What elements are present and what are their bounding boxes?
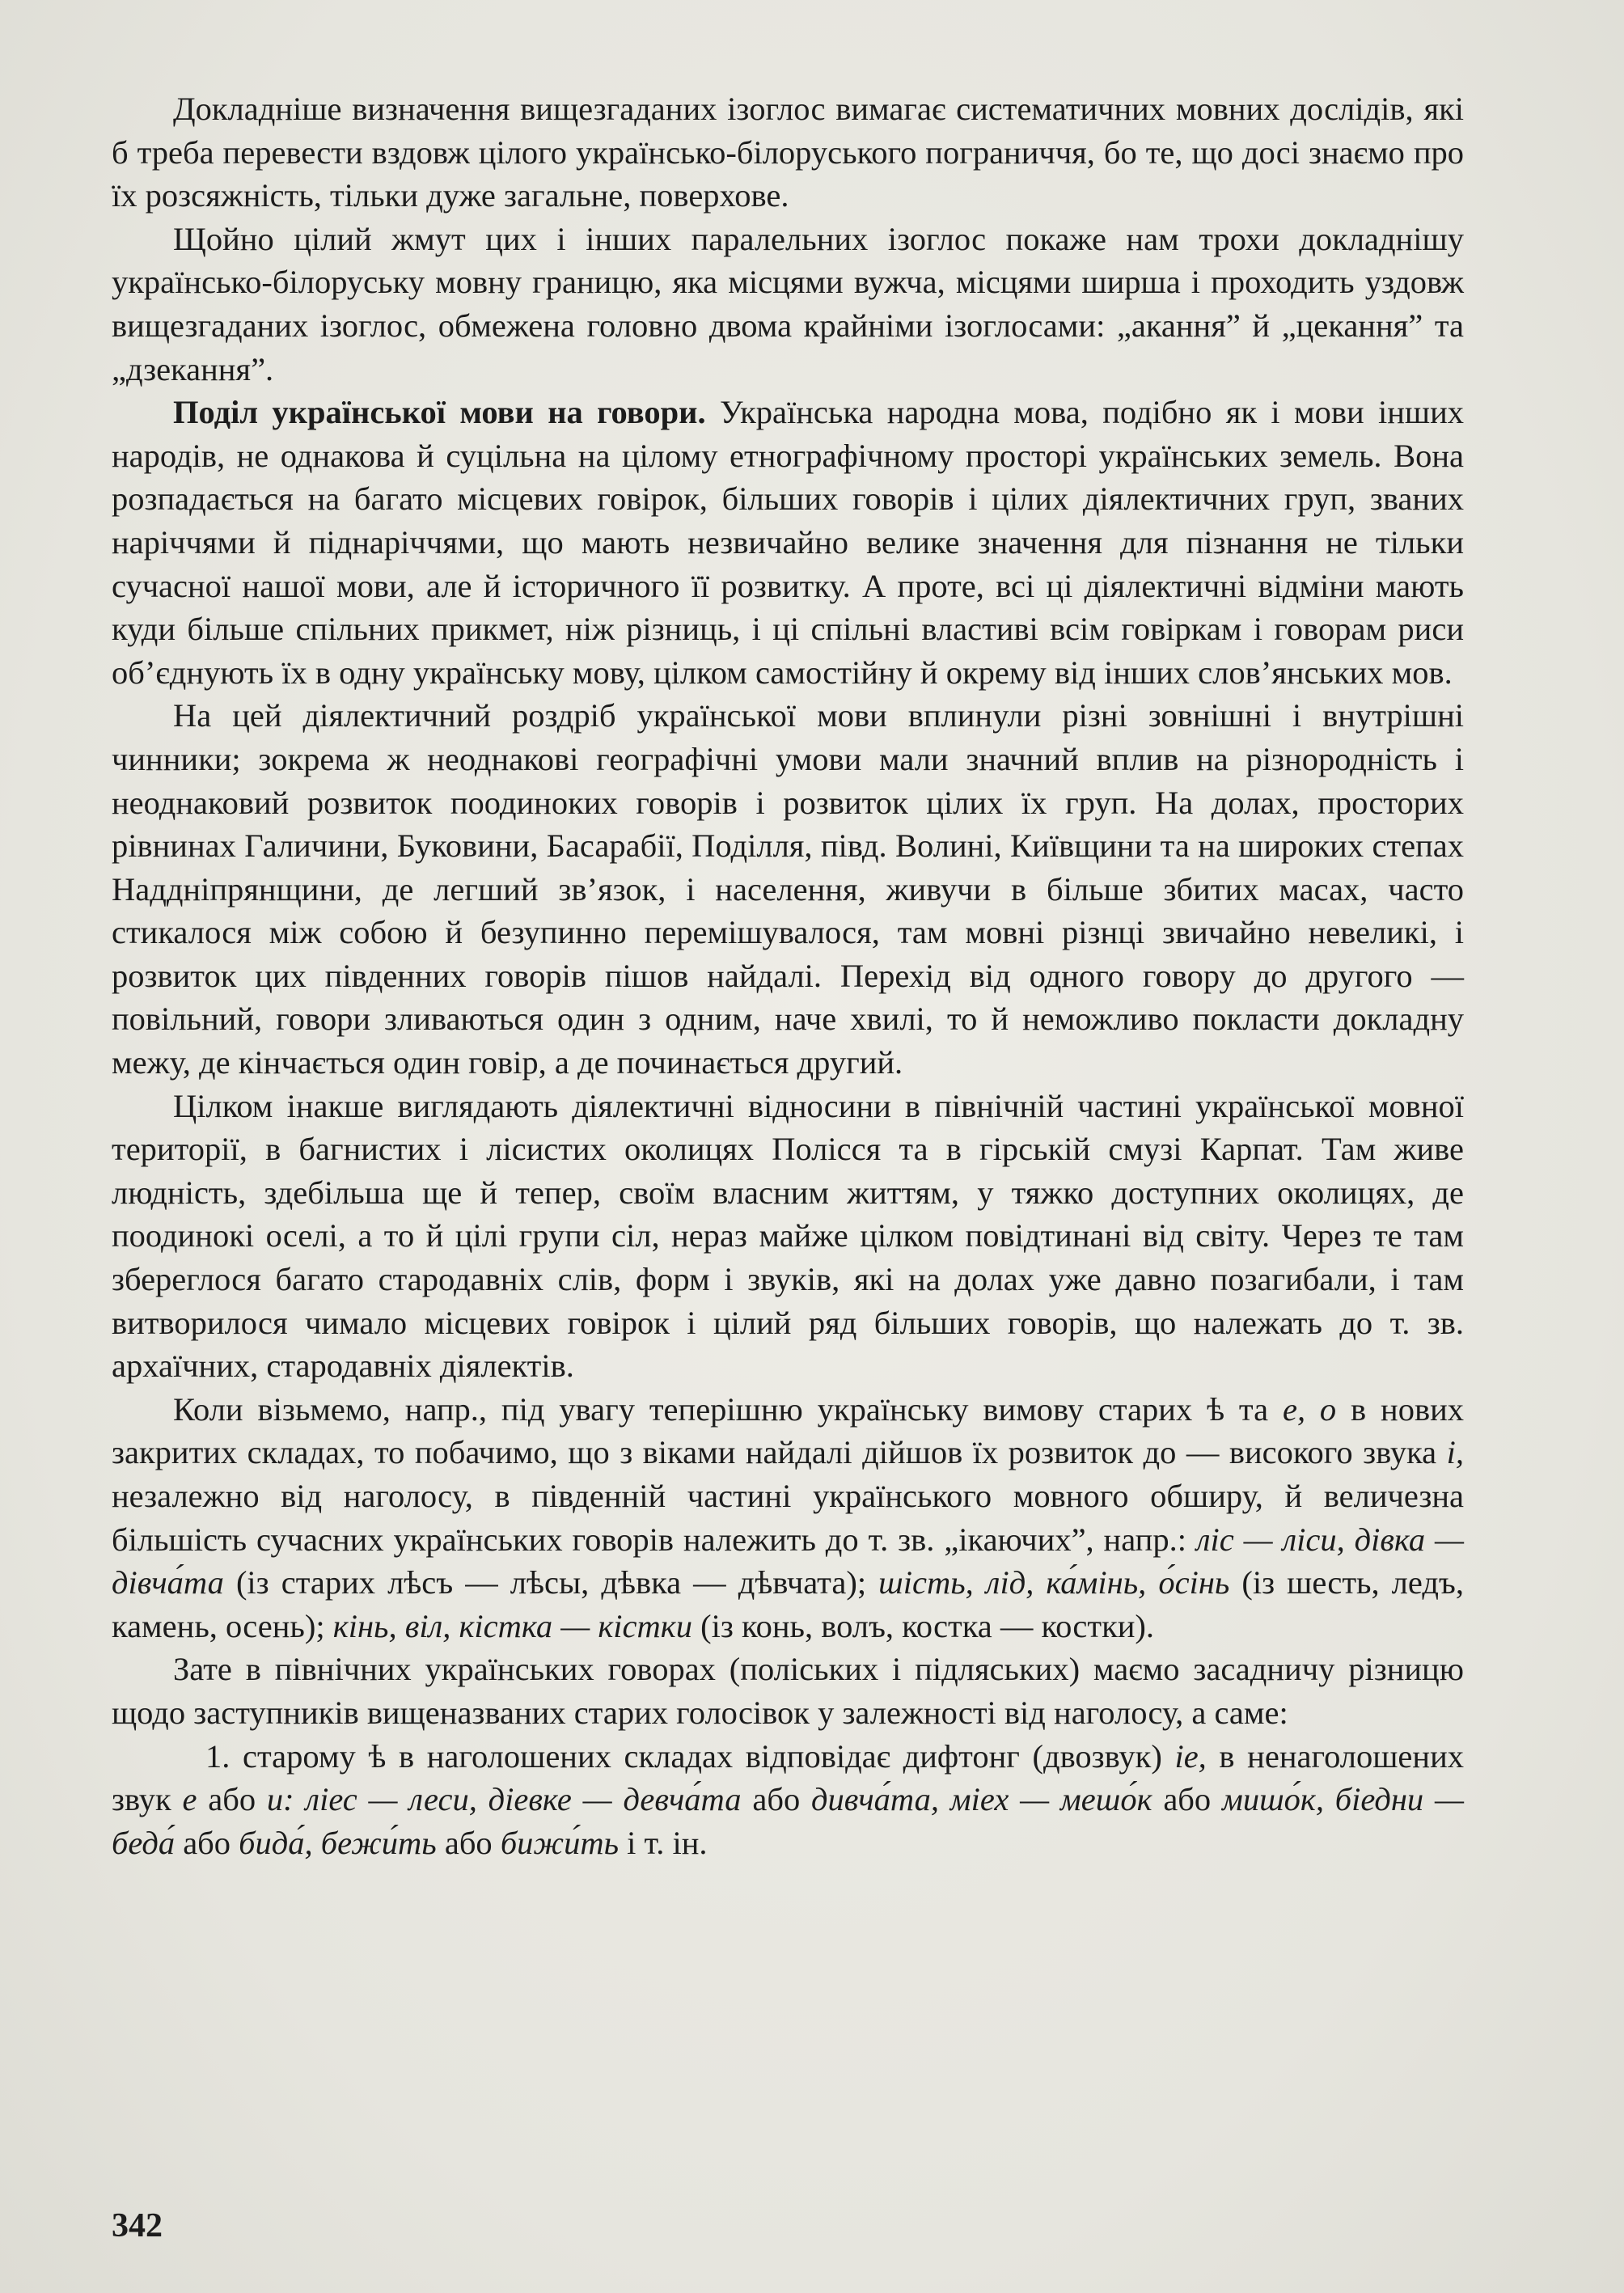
italic-example-text: дивча́та, міех — мешо́к	[811, 1781, 1152, 1818]
italic-example-text: мишо́к, біедни — беда́	[112, 1781, 1464, 1861]
text-run: або	[175, 1824, 239, 1861]
paragraph-1: Докладніше визначення вищезгаданих ізоглос вимагає систематичних мовних дослідів, які б треба перевести вздовж цілого українсько-білоруського пограниччя, бо те, що досі знаємо про їх розсяжність, тільки дуже загальне, поверхове.	[112, 91, 1464, 214]
text-run: в ненаголошених звук	[112, 1737, 1465, 1818]
text-run: і т. ін.	[619, 1824, 708, 1861]
text-run: (із шесть, ледъ, камень, осень);	[112, 1564, 1464, 1644]
page-number: 342	[112, 2207, 163, 2244]
text-run: або	[741, 1781, 811, 1818]
text-run: Коли візьмемо, напр., під увагу теперішню українську вимову старих ѣ та	[173, 1390, 1283, 1428]
text-run: незалежно від наголосу, в південній частині українського мовного обширу, й величезна більшість сучасних українських говорів належить до т. зв. „ікаючих”, напр.:	[112, 1478, 1464, 1558]
italic-example-text: ліс — ліси, дівка — дівча́та	[112, 1521, 1464, 1601]
italic-example-text: е, о	[1282, 1390, 1337, 1428]
text-run: (із конь, волъ, костка — костки).	[691, 1607, 1155, 1644]
paragraph-7: Зате в північних українських говорах (поліських і підляських) маємо засадничу різницю щодо заступників вищеназваних старих голосівок у залежності від наголосу, а саме:	[112, 1651, 1464, 1731]
text-run: в нових закритих складах, то побачимо, що з віками найдалі дійшов їх розвиток до — високого звука	[112, 1390, 1464, 1471]
paragraph-4: На цей діялектичний роздріб української мови вплинули різні зовнішні і внутрішні чинники; зокрема ж неоднакові географічні умови мали значний вплив на різнородність і неоднаковий розвиток поодиноких говорів і розвиток цілих їх груп. На долах, просторих рівнинах Галичини, Буковини, Басарабії, Поділля, півд. Волині, Київщини та на широких степах Наддніпрянщини, де легший зв’язок, і населення, живучи в більше збитих масах, часто стикалося між собою й безупинно перемішувалося, там мовні різнці звичайно невеликі, і розвиток цих південних говорів пішов найдалі. Перехід від одного говору до другого — повільний, говори зливаються один з одним, наче хвилі, то й неможливо покласти докладну межу, де кінчається один говір, а де починається другий.	[112, 697, 1464, 1081]
text-run: або	[197, 1781, 267, 1818]
text-run: (із старих лѣсъ — лѣсы, дѣвка — дѣвчата);	[223, 1564, 879, 1601]
italic-example-text: и: ліес — леси, діевке — девча́та	[266, 1781, 742, 1818]
body-text	[112, 87, 1464, 1864]
italic-example-text: кінь, віл, кістка — кістки	[332, 1607, 692, 1644]
paragraph-6	[112, 1388, 1464, 1648]
italic-example-text: е	[182, 1781, 197, 1818]
paragraph-2: Щойно цілий жмут цих і інших паралельних ізоглос покаже нам трохи докладнішу українсько-білоруську мовну границю, яка місцями вужча, місцями ширша і проходить уздовж вищезгаданих ізоглос, обмежена головно двома крайніми ізоглосами: „акання” й „цекання” та „дзекання”.	[112, 220, 1464, 387]
italic-example-text: іе,	[1174, 1737, 1207, 1775]
paragraph-3	[112, 391, 1464, 694]
section-heading: Поділ української мови на говори.	[173, 394, 706, 431]
paragraph-3-text: Українська народна мова, подібно як і мови інших народів, не однакова й суцільна на цілому етнографічному просторі українських земель. Вона розпадається на багато місцевих говірок, більших говорів і цілих діялектичних груп, званих наріччями й піднаріччями, що мають незвичайно велике значення для пізнання не тільки сучасної нашої мови, але й історичного її розвитку. А проте, всі ці діялектичні відміни мають куди більше спільних прикмет, ніж різниць, і ці спільні властиві всім говіркам і говорам риси об’єднують їх в одну українську мову, цілком самостійну й окрему від інших слов’янських мов.	[112, 394, 1464, 691]
italic-example-text: і,	[1446, 1434, 1464, 1471]
text-run: або	[436, 1824, 501, 1861]
text-run: 1. старому ѣ в наголошених складах відповідає дифтонг (двозвук)	[205, 1737, 1175, 1775]
italic-example-text: бида́, бежи́ть	[239, 1824, 437, 1861]
italic-example-text: шість, лід, ка́мінь, о́сінь	[878, 1564, 1230, 1601]
text-run: або	[1152, 1781, 1222, 1818]
list-item-1	[112, 1735, 1464, 1865]
paragraph-5: Цілком інакше виглядають діялектичні відносини в північній частині української мовної території, в багнистих і лісистих околицях Полісся та в гірській смузі Карпат. Там живе людність, здебільша ще й тепер, своїм власним життям, у тяжко доступних околицях, де поодинокі оселі, а то й цілі групи сіл, нераз майже цілком повідтинані від світу. Через те там збереглося багато стародавніх слів, форм і звуків, які на долах уже давно позагибали, і там витворилося чимало місцевих говірок і цілий ряд більших говорів, що належать до т. зв. архаїчних, стародавніх діялектів.	[112, 1087, 1464, 1385]
italic-example-text: бижи́ть	[500, 1824, 620, 1861]
